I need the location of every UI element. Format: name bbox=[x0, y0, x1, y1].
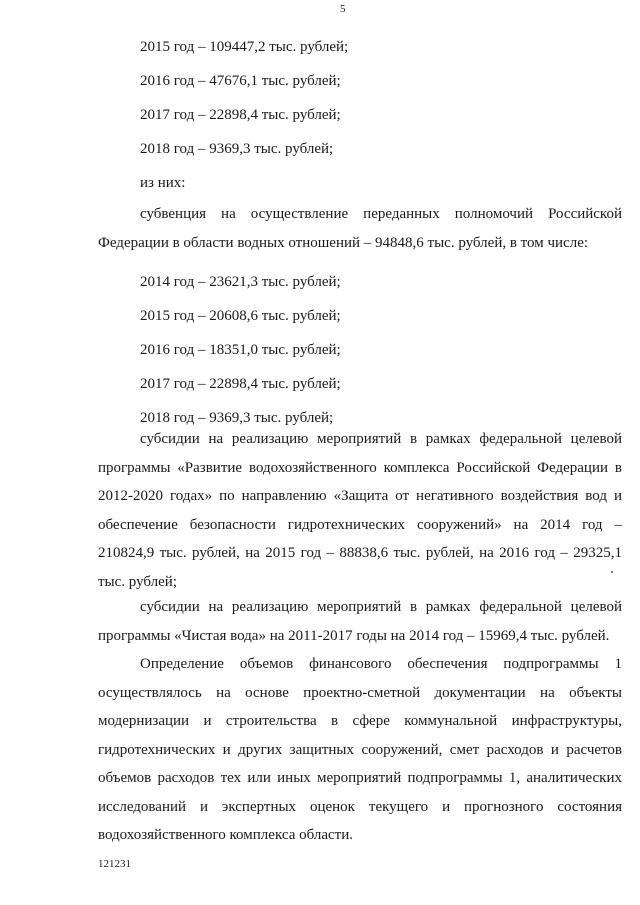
subvention-line-2018: 2018 год – 9369,3 тыс. рублей; bbox=[140, 410, 334, 426]
subvention-line-2017: 2017 год – 22898,4 тыс. рублей; bbox=[140, 376, 341, 392]
subvention-paragraph: субвенция на осуществление переданных полномочий Российской Федерации в области водных отношений – 94848,6 тыс. рублей, в том числе: bbox=[98, 206, 622, 251]
funding-line-2015: 2015 год – 109447,2 тыс. рублей; bbox=[140, 39, 349, 55]
scan-speck bbox=[611, 571, 613, 573]
subsidy-paragraph-water-management: субсидии на реализацию мероприятий в рамках федеральной целевой программы «Развитие водохозяйственного комплекса Российской Федерации в 2012-2020 годах» по направлению «Защита от негативного воздействия вод и обеспечение безопасности гидротехнических сооружений» на 2014 год – 210824,9 тыс. рублей, на 2015 год – 88838,6 тыс. рублей, на 2016 год – 29325,1 тыс. рублей; bbox=[98, 431, 622, 590]
subvention-line-2015: 2015 год – 20608,6 тыс. рублей; bbox=[140, 308, 341, 324]
definition-paragraph: Определение объемов финансового обеспечения подпрограммы 1 осуществлялось на основе проектно-сметной документации на объекты модернизации и строительства в сфере коммунальной инфраструктуры, гидротехнических и других защитных сооружений, смет расходов и расчетов объемов расходов тех или иных мероприятий подпрограммы 1, аналитических исследований и экспертных оценок текущего и прогнозного состояния водохозяйственного комплекса области. bbox=[98, 656, 622, 843]
document-code: 121231 bbox=[98, 858, 131, 870]
page-number: 5 bbox=[340, 3, 346, 15]
funding-line-2016: 2016 год – 47676,1 тыс. рублей; bbox=[140, 73, 341, 89]
subvention-line-2014: 2014 год – 23621,3 тыс. рублей; bbox=[140, 274, 341, 290]
subvention-line-2016: 2016 год – 18351,0 тыс. рублей; bbox=[140, 342, 341, 358]
subsidy-paragraph-clean-water: субсидии на реализацию мероприятий в рамках федеральной целевой программы «Чистая вода» на 2011-2017 годы на 2014 год – 15969,4 тыс. рублей. bbox=[98, 599, 622, 644]
funding-line-2018: 2018 год – 9369,3 тыс. рублей; bbox=[140, 141, 334, 157]
funding-line-2017: 2017 год – 22898,4 тыс. рублей; bbox=[140, 107, 341, 123]
of-which-label: из них: bbox=[140, 175, 186, 191]
